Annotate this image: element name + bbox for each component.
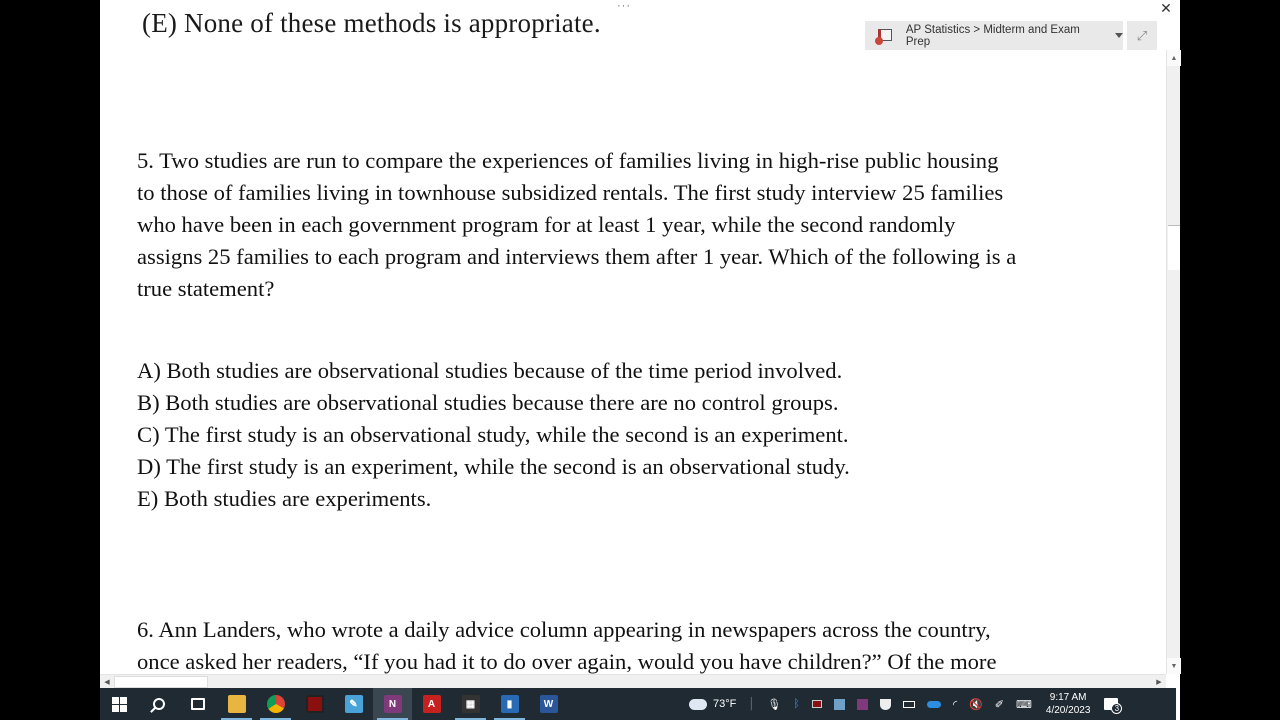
question-5-choices	[137, 355, 850, 515]
search-icon	[153, 698, 165, 710]
taskbar-app-acrobat[interactable]	[412, 688, 451, 720]
taskbar-app-calculator[interactable]	[451, 688, 490, 720]
question-6-line: 6. Ann Landers, who wrote a daily advice column appearing in newspapers across the country,	[137, 617, 991, 642]
tray-security-warning-icon[interactable]	[874, 688, 897, 720]
signal-bars-icon: ▮	[501, 695, 519, 713]
choice-b: B) Both studies are observational studies because there are no control groups.	[137, 390, 839, 415]
choice-d: D) The first study is an experiment, while the second is an observational study.	[137, 454, 850, 479]
tray-volume-muted-icon[interactable]: 🔇	[969, 698, 983, 711]
weather-temperature: 73°F	[713, 698, 737, 710]
notification-icon	[1104, 698, 1120, 713]
task-view-button[interactable]	[178, 688, 217, 720]
choice-c: C) The first study is an observational study, while the second is an experiment.	[137, 422, 849, 447]
previous-answer-choice-e: (E) None of these methods is appropriate.	[142, 8, 601, 38]
choice-e: E) Both studies are experiments.	[137, 486, 432, 511]
tray-sync-error-icon[interactable]	[828, 688, 851, 720]
system-tray	[683, 688, 1124, 720]
search-button[interactable]	[139, 688, 178, 720]
word-icon: W	[540, 695, 558, 713]
taskbar-app-notes[interactable]	[334, 688, 373, 720]
notepad-icon: ✎	[345, 695, 363, 713]
folder-icon	[228, 695, 246, 713]
question-5-line: to those of families living in townhouse subsidized rentals. The first study interview 25 families	[137, 180, 1004, 205]
windows-taskbar	[100, 688, 1176, 720]
horizontal-scroll-thumb[interactable]	[114, 676, 208, 688]
more-options-icon[interactable]: ···	[617, 0, 631, 12]
tray-recorder-icon[interactable]	[806, 688, 828, 720]
expand-button[interactable]: ⤢	[1127, 21, 1157, 50]
notification-center-button[interactable]	[1098, 688, 1124, 720]
question-6-line: once asked her readers, “If you had it to do over again, would you have children?” Of the more	[137, 649, 997, 674]
taskbar-app-chrome[interactable]	[256, 688, 295, 720]
vertical-scrollbar[interactable]	[1166, 50, 1180, 674]
onenote-icon: N	[384, 695, 402, 713]
notebook-sync-error-icon	[875, 27, 895, 45]
note-page[interactable]	[100, 0, 1166, 674]
question-5-line: who have been in each government program for at least 1 year, while the second randomly	[137, 212, 956, 237]
tray-pen-icon[interactable]: │	[748, 698, 756, 710]
notebook-breadcrumb-label: AP Statistics > Midterm and Exam Prep	[905, 23, 1080, 48]
close-button[interactable]: ✕	[1160, 0, 1172, 16]
question-6	[137, 614, 997, 674]
tray-onenote-icon[interactable]	[851, 688, 874, 720]
horizontal-scrollbar[interactable]	[100, 674, 1166, 688]
chrome-icon	[267, 695, 285, 713]
tray-bluetooth-icon[interactable]: ᛒ	[793, 698, 800, 710]
vertical-scroll-thumb[interactable]	[1168, 225, 1180, 270]
tray-microphone-icon[interactable]: 🎙	[767, 698, 782, 711]
notification-count-badge: 3	[1111, 703, 1122, 714]
calculator-icon: ▦	[462, 695, 480, 713]
weather-widget[interactable]	[683, 688, 742, 720]
acrobat-icon: A	[423, 695, 441, 713]
show-desktop-button[interactable]	[1176, 688, 1180, 720]
choice-a: A) Both studies are observational studies because of the time period involved.	[137, 358, 843, 383]
taskbar-app-file-explorer[interactable]	[217, 688, 256, 720]
taskbar-app-onenote[interactable]	[373, 688, 412, 720]
tray-wifi-icon[interactable]: ◜	[952, 698, 958, 711]
windows-logo-icon	[112, 697, 127, 712]
tray-keyboard-icon[interactable]: ⌨	[1016, 698, 1032, 711]
task-view-icon	[191, 698, 205, 710]
question-5-line: assigns 25 families to each program and interviews them after 1 year. Which of the following is a	[137, 244, 1017, 269]
question-5-line: 5. Two studies are run to compare the experiences of families living in high-rise public housing	[137, 148, 999, 173]
screen-recorder-icon	[306, 695, 324, 713]
chevron-down-icon	[1115, 33, 1123, 38]
clock[interactable]	[1038, 691, 1099, 717]
taskbar-app-word[interactable]	[529, 688, 568, 720]
partly-cloudy-icon	[689, 699, 707, 710]
tray-onedrive-icon[interactable]	[921, 688, 947, 720]
scroll-down-arrow-icon[interactable]: ▼	[1167, 658, 1181, 674]
tray-pen-workspace-icon[interactable]: ✐	[994, 698, 1004, 711]
clock-time: 9:17 AM	[1049, 692, 1087, 703]
question-5	[137, 145, 1016, 305]
tray-battery-icon[interactable]	[897, 688, 921, 720]
clock-date: 4/20/2023	[1045, 705, 1091, 716]
taskbar-app-network-tool[interactable]	[490, 688, 529, 720]
question-5-line: true statement?	[137, 276, 275, 301]
taskbar-app-screen-recorder[interactable]	[295, 688, 334, 720]
scroll-up-arrow-icon[interactable]: ▲	[1167, 50, 1181, 66]
scroll-left-arrow-icon[interactable]: ◀	[104, 679, 110, 686]
start-button[interactable]	[100, 688, 139, 720]
notebook-breadcrumb-dropdown[interactable]	[865, 21, 1123, 50]
onenote-window	[100, 0, 1180, 688]
scroll-right-arrow-icon[interactable]: ▶	[1156, 679, 1162, 686]
